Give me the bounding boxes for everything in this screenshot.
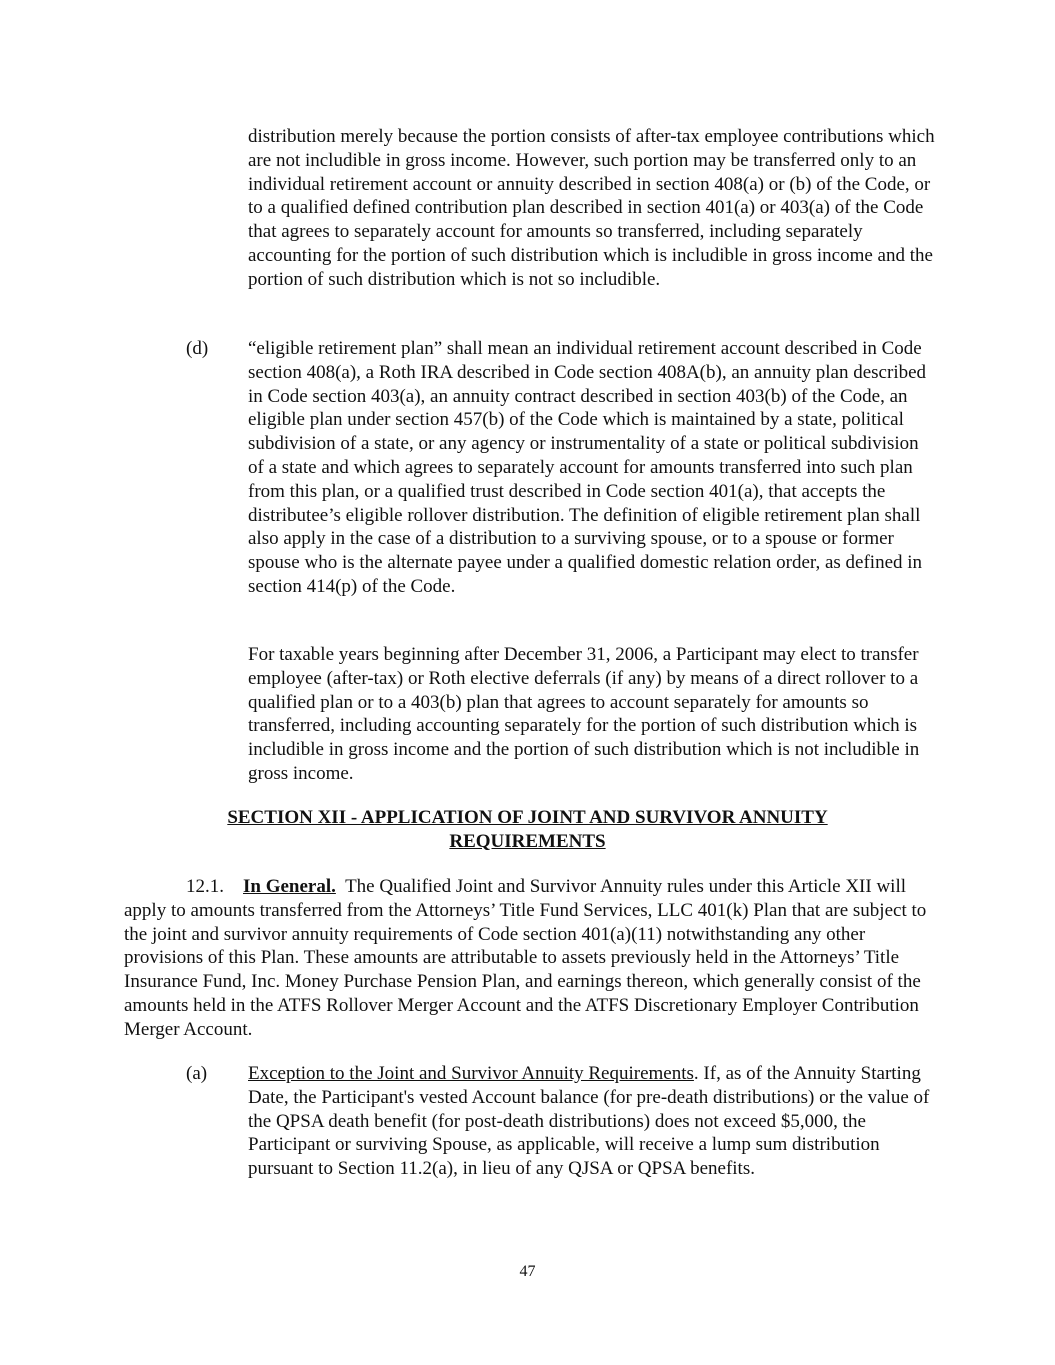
paragraph-a-marker: (a) bbox=[186, 1063, 208, 1084]
section-12-1-title: In General. bbox=[243, 876, 336, 897]
paragraph-taxable-years: For taxable years beginning after December 31, 2006, a Participant may elect to transfer employee (after-tax) or Roth elective deferrals (if any) by means of a direct rollover to a qualified plan or to a 403(b) plan that agrees to account separately for amounts so transferred, including accounting separately for the portion of such distribution which is includible in gross income and the portion of such distribution which is not includible in gross income. bbox=[248, 644, 920, 784]
section-heading-line-2: REQUIREMENTS bbox=[449, 830, 606, 852]
paragraph-a-text: . If, as of the Annuity Starting Date, the Participant's vested Account balance (for pre-death distributions) or the value of the QPSA death benefit (for post-death distributions) does not exceed $5,000, the Participant or surviving Spouse, as applicable, will receive a lump sum distribution pursuant to Section 11.2(a), in lieu of any QJSA or QPSA benefits. bbox=[248, 1063, 930, 1180]
paragraph-c-continuation: distribution merely because the portion consists of after-tax employee contributions which are not includible in gross income. However, such portion may be transferred only to an individual retirement account or annuity described in section 408(a) or (b) of the Code, or to a qualified defined contribution plan described in section 401(a) or 403(a) of the Code that agrees to separately account for amounts so transferred, including separately accounting for the portion of such distribution which is includible in gross income and the portion of such distribution which is not so includible. bbox=[248, 126, 935, 290]
section-12-1-number: 12.1. bbox=[186, 876, 224, 897]
section-heading bbox=[120, 806, 935, 854]
section-heading-line-1: SECTION XII - APPLICATION OF JOINT AND SURVIVOR ANNUITY bbox=[227, 807, 828, 828]
paragraph-a bbox=[248, 1062, 938, 1181]
section-12-1-text: The Qualified Joint and Survivor Annuity rules under this Article XII will apply to amounts transferred from the Attorneys’ Title Fund Services, LLC 401(k) Plan that are subject to the joint and survivor annuity requirements of Code section 401(a)(11) notwithstanding any other provisions of this Plan. These amounts are attributable to assets previously held in the Attorneys’ Title Insurance Fund, Inc. Money Purchase Pension Plan, and earnings thereon, which generally consist of the amounts held in the ATFS Rollover Merger Account and the ATFS Discretionary Employer Contribution Merger Account. bbox=[124, 876, 927, 1040]
page-number: 47 bbox=[519, 1263, 536, 1280]
section-12-1-paragraph bbox=[124, 875, 934, 1042]
paragraph-d-marker: (d) bbox=[186, 338, 209, 359]
paragraph-d-text: “eligible retirement plan” shall mean an individual retirement account described in Code section 408(a), a Roth IRA described in Code section 408A(b), an annuity plan described in Code section 403(a), an annuity contract described in section 403(b) of the Code, an eligible plan under section 457(b) of the Code which is maintained by a state, political subdivision of a state, or any agency or instrumentality of a state or political subdivision of a state and which agrees to separately account for amounts transferred into such plan from this plan, or a qualified trust described in Code section 401(a), that accepts the distributee’s eligible rollover distribution. The definition of eligible retirement plan shall also apply in the case of a distribution to a surviving spouse, or to a spouse or former spouse who is the alternate payee under a qualified domestic relation order, as defined in section 414(p) of the Code. bbox=[248, 338, 927, 597]
paragraph-a-title: Exception to the Joint and Survivor Annuity Requirements bbox=[248, 1063, 694, 1084]
